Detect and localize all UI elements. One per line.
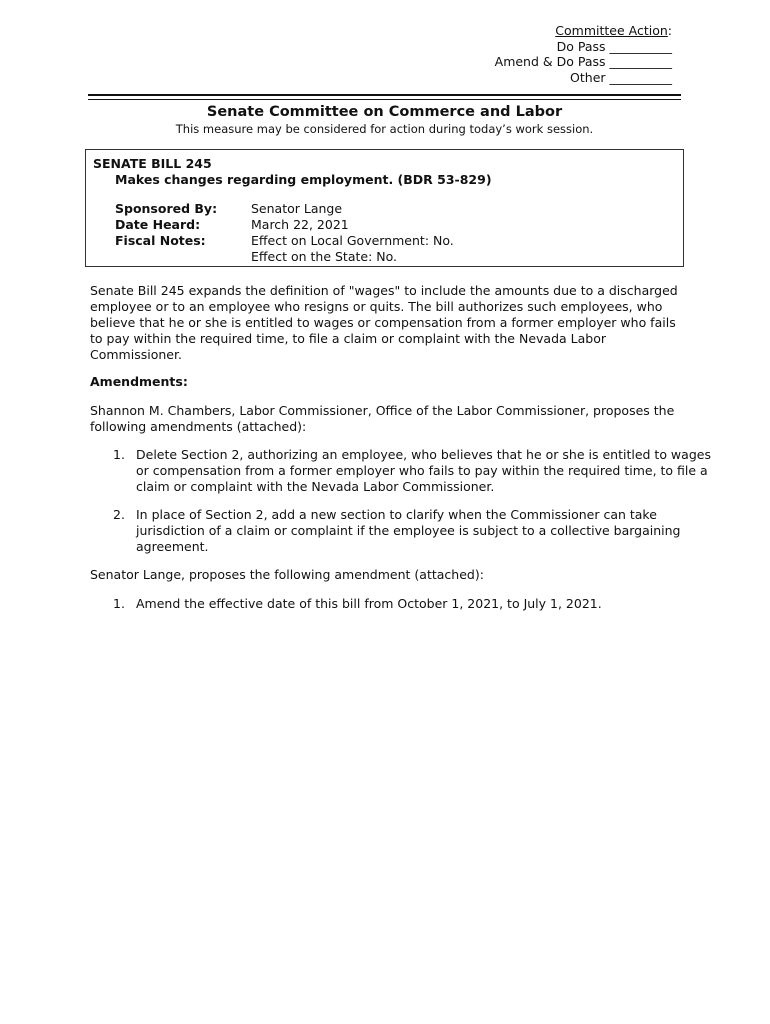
amendments-intro-2: Senator Lange, proposes the following amendment (attached): <box>90 567 484 582</box>
bill-meta-values <box>251 201 454 265</box>
bill-description: Makes changes regarding employment. (BDR 53-829) <box>115 172 492 187</box>
measure-note: This measure may be considered for action during today’s work session. <box>175 122 594 136</box>
amendments-heading: Amendments: <box>90 374 188 389</box>
committee-action-title: Committee Action: <box>555 23 672 38</box>
date-heard-value: March 22, 2021 <box>251 217 349 232</box>
header-rule-thin <box>88 99 681 100</box>
header-rule-thick <box>88 94 681 96</box>
sponsored-by-value: Senator Lange <box>251 201 343 216</box>
other-line: Other __________ <box>570 69 672 85</box>
fiscal-notes-label: Fiscal Notes: <box>115 233 206 248</box>
amendment-list-2 <box>90 596 726 624</box>
committee-name: Senate Committee on Commerce and Labor <box>206 104 563 120</box>
do-pass-line: Do Pass __________ <box>556 38 672 54</box>
bill-number: SENATE BILL 245 <box>93 156 212 171</box>
bill-summary: Senate Bill 245 expands the definition of "wages" to include the amounts due to a discharged employee or to an employee who resigns or quits. The bill authorizes such employees, who believe that he or she is entitled to wages or compensation from a former employer who fails to pay within the required time, to file a claim or complaint with the Nevada Labor Commissioner. <box>90 283 678 362</box>
amendment-item: Amend the effective date of this bill from October 1, 2021, to July 1, 2021. <box>136 596 602 611</box>
fiscal-local-value: Effect on Local Government: No. <box>251 233 454 248</box>
amendment-item: Delete Section 2, authorizing an employee, who believes that he or she is entitled to wages or compensation from a former employer who fails to pay within the required time, to file a claim or complaint with the Nevada Labor Commissioner. <box>136 447 711 494</box>
committee-action-block <box>495 23 672 85</box>
amendments-intro-1: Shannon M. Chambers, Labor Commissioner, Office of the Labor Commissioner, proposes the following amendments (attached): <box>90 403 675 434</box>
fiscal-state-value: Effect on the State: No. <box>251 249 398 264</box>
amendment-item: In place of Section 2, add a new section to clarify when the Commissioner can take jurisdiction of a claim or complaint if the employee is subject to a collective bargaining agreement. <box>136 507 681 554</box>
bill-info-box <box>85 149 684 267</box>
amend-do-pass-line: Amend & Do Pass __________ <box>494 54 672 69</box>
amendment-list-1 <box>90 447 726 567</box>
sponsored-by-label: Sponsored By: <box>115 201 218 216</box>
bill-meta-labels <box>115 201 217 249</box>
date-heard-label: Date Heard: <box>115 217 201 232</box>
